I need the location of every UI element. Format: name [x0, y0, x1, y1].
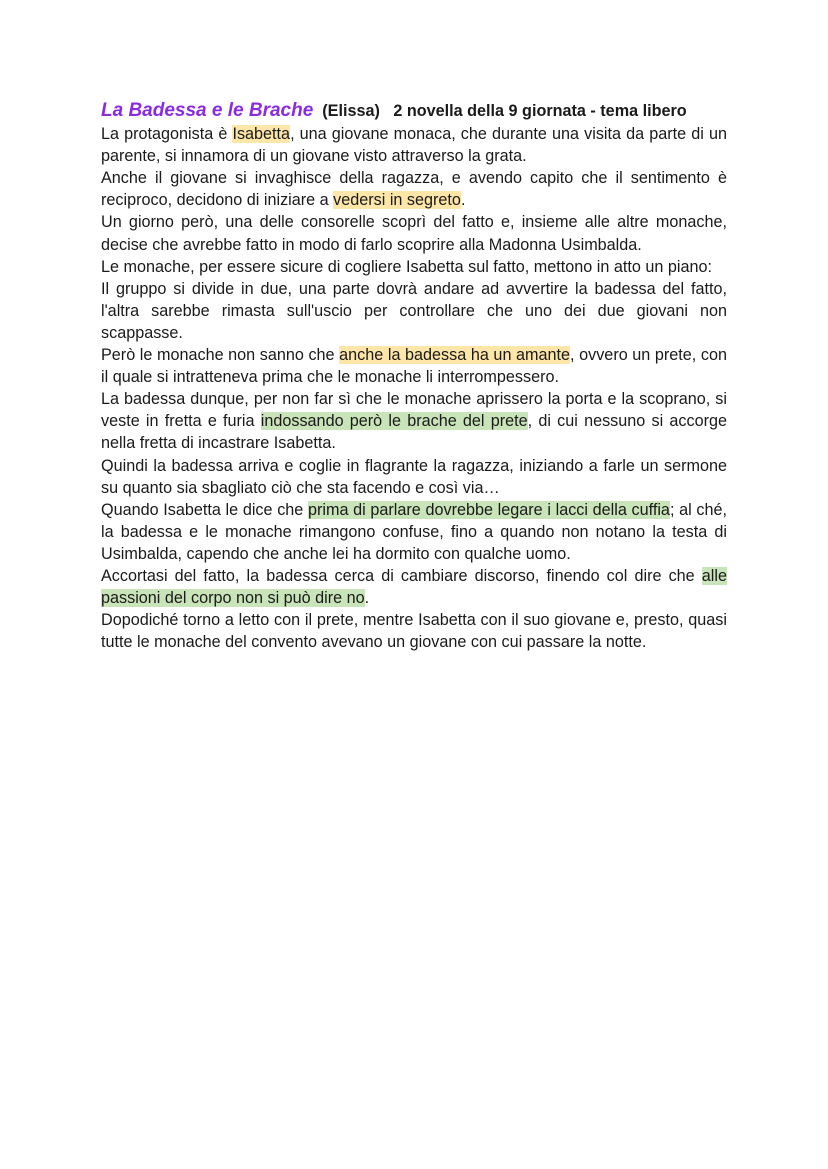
heading-line [101, 100, 727, 122]
highlight-yellow: Isabetta [232, 125, 291, 144]
paragraph [101, 344, 727, 388]
document-subtitle: 2 novella della 9 giornata - tema libero [393, 102, 687, 120]
document-author: (Elissa) [322, 102, 380, 120]
text-run: Quando Isabetta le dice che [101, 500, 308, 519]
paragraph-list [101, 123, 727, 653]
text-run: La badessa dunque, per non far sì che le monache aprissero la porta e la scoprano, si veste in fretta e furia [101, 390, 727, 431]
text-run: Quindi la badessa arriva e coglie in flagrante la ragazza, iniziando a farle un sermone su quanto sia sbagliato ciò che sta facendo e così via… [101, 456, 727, 497]
text-run: Il gruppo si divide in due, una parte dovrà andare ad avvertire la badessa del fatto, l'altra sarebbe rimasta sull'uscio per controllare che uno dei due giovani non scappasse. [101, 279, 727, 342]
text-run: ; al ché, la badessa e le monache rimangono confuse, fino a quando non notano la testa di Usimbalda, capendo che anche lei ha dormito con qualche uomo. [101, 500, 727, 563]
paragraph [101, 278, 727, 344]
text-run: Le monache, per essere sicure di cogliere Isabetta sul fatto, mettono in atto un piano: [101, 257, 712, 276]
text-run: Un giorno però, una delle consorelle scoprì del fatto e, insieme alle altre monache, decise che avrebbe fatto in modo di farlo scoprire alla Madonna Usimbalda. [101, 213, 727, 254]
highlight-green: alle passioni del corpo non si può dire no [101, 566, 727, 608]
paragraph [101, 167, 727, 211]
paragraph [101, 388, 727, 454]
paragraph [101, 211, 727, 255]
highlight-green: prima di parlare dovrebbe legare i lacci della cuffia [307, 500, 670, 519]
text-run: , una giovane monaca, che durante una visita da parte di un parente, si innamora di un giovane visto attraverso la grata. [101, 125, 727, 166]
paragraph [101, 256, 727, 278]
paragraph [101, 123, 727, 167]
paragraph [101, 499, 727, 565]
paragraph [101, 609, 727, 653]
document-body [101, 100, 727, 653]
text-run: Dopodiché torno a letto con il prete, mentre Isabetta con il suo giovane e, presto, quasi tutte le monache del convento avevano un giovane con cui passare la notte. [101, 611, 727, 652]
text-run: , ovvero un prete, con il quale si intratteneva prima che le monache li interrompessero. [101, 346, 727, 387]
text-run: Accortasi del fatto, la badessa cerca di cambiare discorso, finendo col dire che [101, 566, 702, 585]
text-run: Però le monache non sanno che [101, 346, 340, 365]
text-run: . [364, 589, 370, 608]
highlight-green: indossando però le brache del prete [260, 412, 528, 431]
text-run: , di cui nessuno si accorge nella fretta di incastrare Isabetta. [101, 412, 727, 453]
highlight-yellow: anche la badessa ha un amante [339, 346, 571, 365]
paragraph [101, 565, 727, 609]
text-run: . [460, 191, 466, 210]
highlight-yellow: vedersi in segreto [333, 191, 461, 210]
text-run: La protagonista è [101, 125, 233, 144]
paragraph [101, 455, 727, 499]
text-run: Anche il giovane si invaghisce della ragazza, e avendo capito che il sentimento è reciproco, decidono di iniziare a [101, 169, 727, 210]
document-title: La Badessa e le Brache [101, 100, 314, 121]
